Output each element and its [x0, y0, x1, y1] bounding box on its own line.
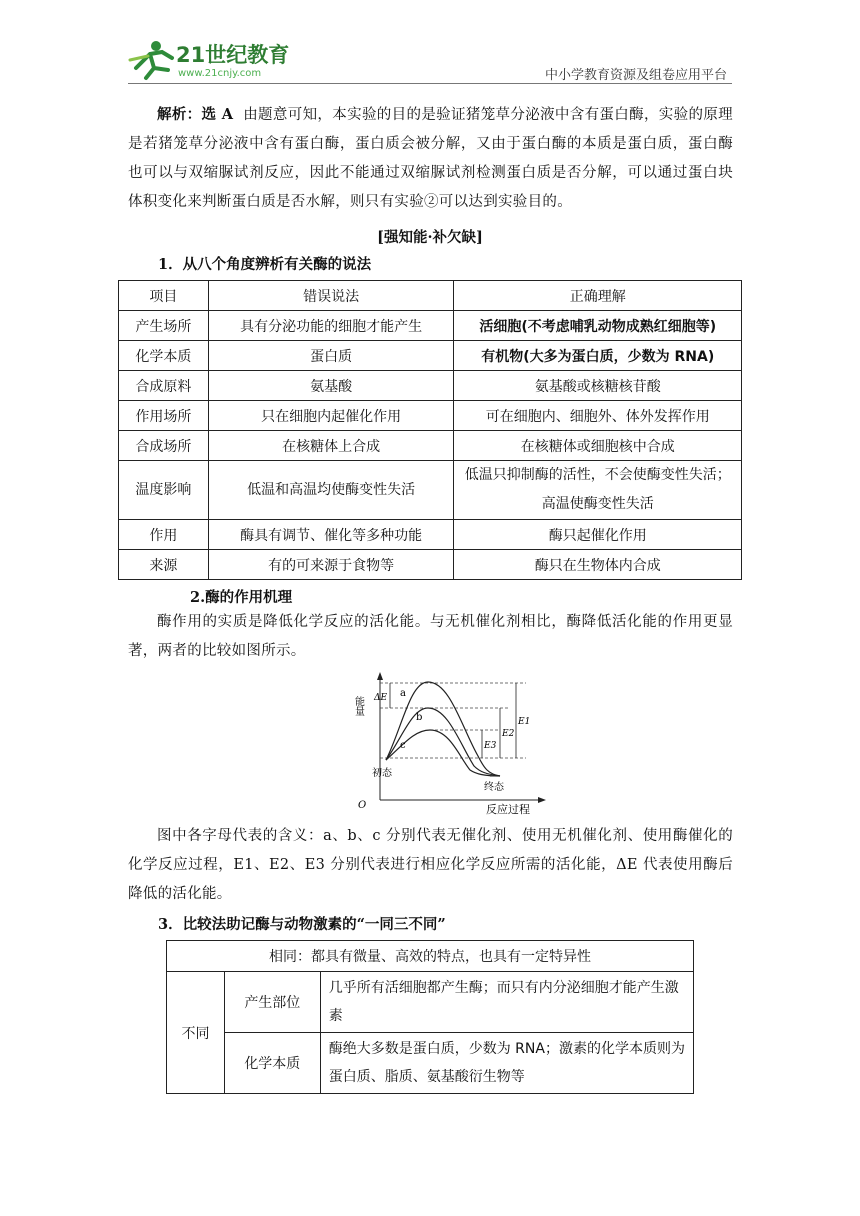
- table-row: [167, 941, 694, 972]
- table-row: [119, 371, 742, 401]
- row-label: 温度影响: [119, 461, 209, 520]
- curve-b-label: b: [416, 712, 423, 723]
- runner-logo-icon: [130, 41, 172, 78]
- activation-energy-diagram: [350, 668, 550, 818]
- e2-label: E2: [502, 729, 515, 739]
- row-content: 几乎所有活细胞都产生酶；而只有内分泌细胞才能产生激素: [320, 972, 693, 1033]
- explanation-paragraph: 图中各字母代表的含义：a、b、c 分别代表无催化剂、使用无机催化剂、使用酶催化的化学反应过程，E1、E2、E3 分别代表进行相应化学反应所需的活化能，ΔE 代表使用酶后降低的活化能。: [128, 828, 733, 902]
- row-label: 合成原料: [119, 371, 209, 401]
- curve-a-label: a: [400, 688, 406, 699]
- x-axis-arrow-icon: [538, 797, 546, 803]
- analysis-text: 由题意可知，本实验的目的是验证猪笼草分泌液中含有蛋白酶，实验的原理是若猪笼草分泌液中含有蛋白酶，蛋白质会被分解，又由于蛋白酶的本质是蛋白质，蛋白酶也可以与双缩脲试剂反应，因此不能通过双缩脲试剂检测蛋白质是否分解，可以通过蛋白块体积变化来判断蛋白质是否水解，则只有实验②可以达到实验目的。: [128, 107, 733, 210]
- table-row: [167, 1033, 694, 1094]
- correct-statement: 可在细胞内、细胞外、体外发挥作用: [454, 401, 742, 431]
- enzyme-misconceptions-table: [118, 280, 742, 580]
- table-row: [119, 550, 742, 580]
- wrong-statement: 氨基酸: [208, 371, 454, 401]
- heading-2: 2.酶的作用机理: [190, 589, 293, 606]
- row-label: 化学本质: [224, 1033, 320, 1094]
- heading-1: 1．从八个角度辨析有关酶的说法: [158, 256, 372, 273]
- table-row: [119, 311, 742, 341]
- row-content: 酶绝大多数是蛋白质，少数为 RNA；激素的化学本质则为蛋白质、脂质、氨基酸衍生物等: [320, 1033, 693, 1094]
- table-row: [119, 431, 742, 461]
- correct-statement: 有机物(大多为蛋白质，少数为 RNA): [454, 341, 742, 371]
- wrong-statement: 在核糖体上合成: [208, 431, 454, 461]
- correct-statement: 活细胞(不考虑哺乳动物成熟红细胞等): [454, 311, 742, 341]
- origin-label: O: [358, 800, 367, 811]
- row-label: 来源: [119, 550, 209, 580]
- start-state-label: 初态: [372, 768, 392, 779]
- table-row: [119, 520, 742, 550]
- header-cell: 错误说法: [208, 281, 454, 311]
- e3-label: E3: [484, 741, 497, 751]
- different-label: 不同: [167, 972, 225, 1094]
- correct-statement: 氨基酸或核糖核苷酸: [454, 371, 742, 401]
- section-title: [强知能·补欠缺]: [377, 229, 483, 246]
- wrong-statement: 低温和高温均使酶变性失活: [208, 461, 454, 520]
- header-divider: [128, 83, 732, 84]
- heading-3: 3．比较法助记酶与动物激素的“一同三不同”: [158, 916, 446, 933]
- curve-c: [386, 730, 500, 776]
- end-state-label: 终态: [484, 782, 504, 793]
- logo-text: 21世纪教育: [176, 43, 290, 67]
- row-label: 作用场所: [119, 401, 209, 431]
- correct-statement: 酶只起催化作用: [454, 520, 742, 550]
- header-slogan: 中小学教育资源及组卷应用平台: [544, 68, 727, 83]
- header-cell: 项目: [119, 281, 209, 311]
- correct-statement: 在核糖体或细胞核中合成: [454, 431, 742, 461]
- wrong-statement: 只在细胞内起催化作用: [208, 401, 454, 431]
- delta-e-label: ΔE: [374, 693, 388, 703]
- header-cell: 正确理解: [454, 281, 742, 311]
- correct-statement: 酶只在生物体内合成: [454, 550, 742, 580]
- row-label: 作用: [119, 520, 209, 550]
- table-header-row: [119, 281, 742, 311]
- analysis-paragraph: [128, 100, 733, 217]
- y-axis-label: 能量: [352, 696, 364, 716]
- logo: [128, 38, 298, 82]
- correct-statement: 低温只抑制酶的活性，不会使酶变性失活；高温使酶变性失活: [454, 461, 742, 520]
- row-label: 化学本质: [119, 341, 209, 371]
- enzyme-hormone-comparison-table: [166, 940, 694, 1094]
- table-row: [119, 461, 742, 520]
- y-axis-arrow-icon: [377, 672, 383, 680]
- wrong-statement: 酶具有调节、催化等多种功能: [208, 520, 454, 550]
- analysis-label: 解析：选 A: [157, 106, 234, 123]
- table-row: [167, 972, 694, 1033]
- e1-label: E1: [518, 717, 531, 727]
- wrong-statement: 具有分泌功能的细胞才能产生: [208, 311, 454, 341]
- table-row: [119, 341, 742, 371]
- logo-url: www.21cnjy.com: [178, 68, 262, 79]
- wrong-statement: 蛋白质: [208, 341, 454, 371]
- row-label: 产生部位: [224, 972, 320, 1033]
- same-cell: 相同：都具有微量、高效的特点，也具有一定特异性: [167, 941, 694, 972]
- row-label: 产生场所: [119, 311, 209, 341]
- curve-c-label: c: [400, 740, 406, 751]
- wrong-statement: 有的可来源于食物等: [208, 550, 454, 580]
- page-header: [0, 0, 860, 90]
- table-row: [119, 401, 742, 431]
- mechanism-paragraph: 酶作用的实质是降低化学反应的活化能。与无机催化剂相比，酶降低活化能的作用更显著，两者的比较如图所示。: [128, 614, 733, 659]
- x-axis-label: 反应过程: [486, 803, 530, 816]
- row-label: 合成场所: [119, 431, 209, 461]
